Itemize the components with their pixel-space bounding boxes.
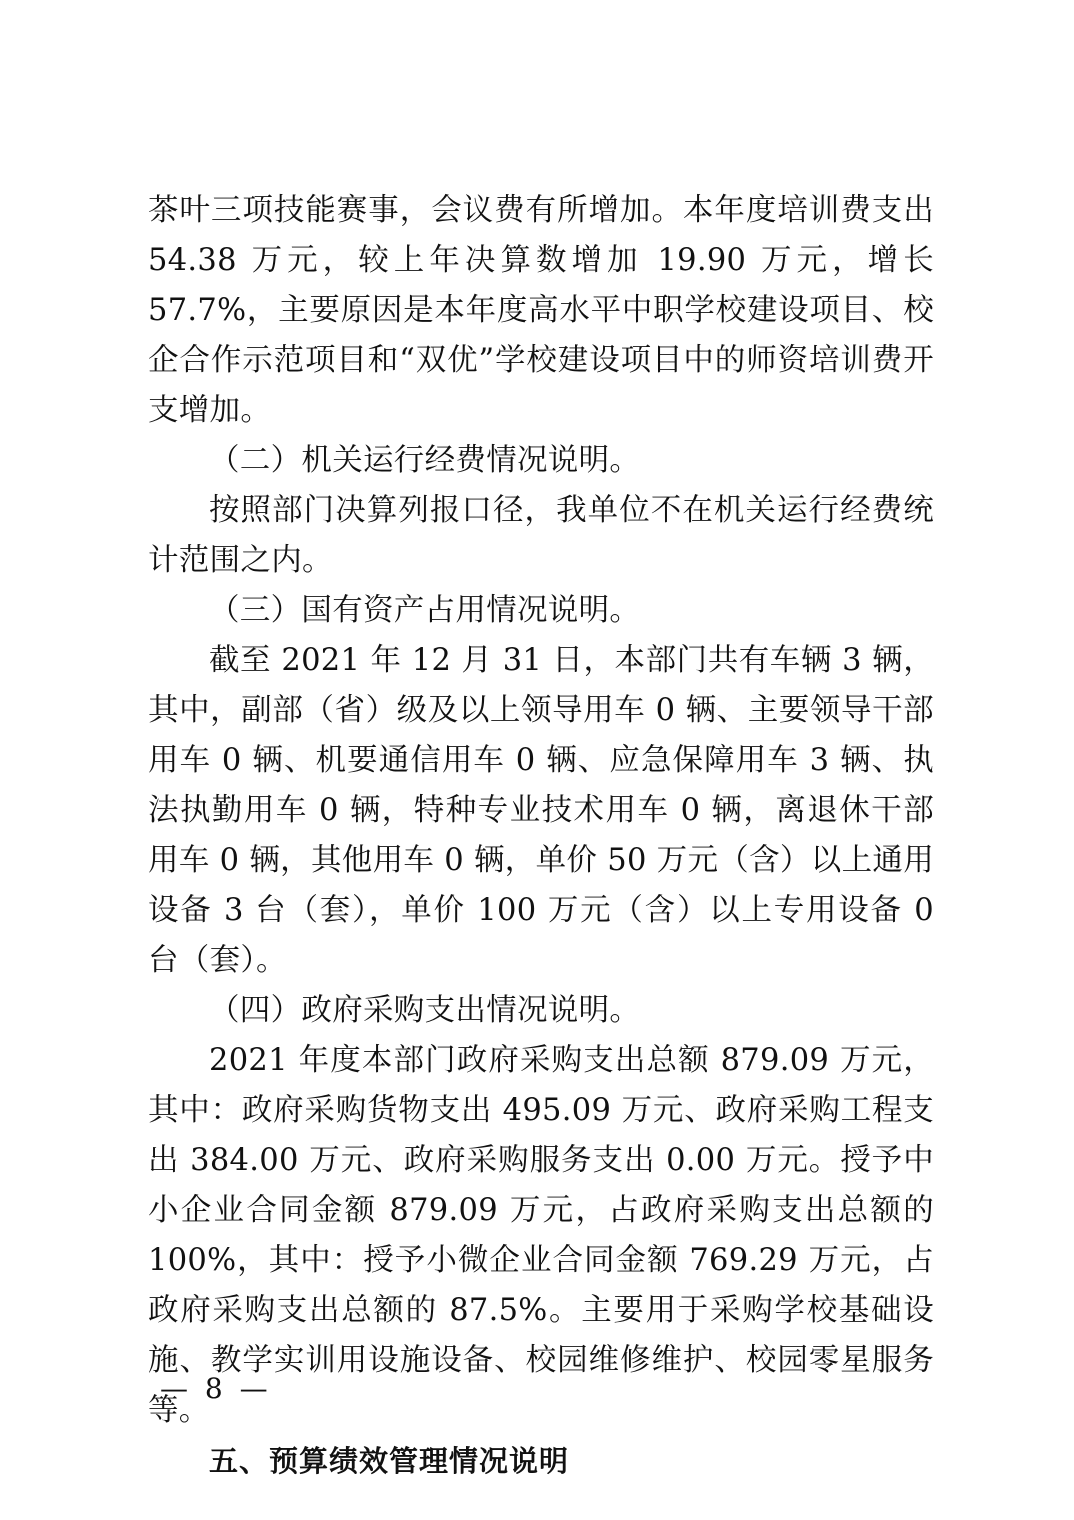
paragraph-training-fee: 茶叶三项技能赛事，会议费有所增加。本年度培训费支出 54.38 万元，较上年决算数增加 19.90 万元，增长 57.7%，主要原因是本年度高水平中职学校建设项目、校企合作示范项目和“双优”学校建设项目中的师资培训费开支增加。 [148,193,934,428]
heading-section-5: 五、预算绩效管理情况说明 [209,1444,570,1478]
heading-section-2: （二）机关运行经费情况说明。 [209,443,641,478]
paragraph-section-4-body: 2021 年度本部门政府采购支出总额 879.09 万元，其中：政府采购货物支出 495.09 万元、政府采购工程支出 384.00 万元、政府采购服务支出 0.00 万元。授予中小企业合同金额 879.09 万元，占政府采购支出总额的 100%，其中：授予小微企业合同金额 769.29 万元，占政府采购支出总额的 87.5%。主要用于采购学校基础设施、教学实训用设施设备、校园维修维护、校园零星服务等。 [148,1043,934,1428]
paragraph-section-3-body: 截至 2021 年 12 月 31 日，本部门共有车辆 3 辆，其中，副部（省）级及以上领导用车 0 辆、主要领导干部用车 0 辆、机要通信用车 0 辆、应急保障用车 3 辆、执法执勤用车 0 辆，特种专业技术用车 0 辆，离退休干部用车 0 辆，其他用车 0 辆，单价 50 万元（含）以上通用设备 3 台（套），单价 100 万元（含）以上专用设备 0 台（套）。 [148,643,934,978]
heading-section-3: （三）国有资产占用情况说明。 [209,593,641,628]
page-number: — 8 — [160,1372,272,1405]
heading-section-4: （四）政府采购支出情况说明。 [209,993,641,1028]
paragraph-section-2-body: 按照部门决算列报口径，我单位不在机关运行经费统计范围之内。 [148,493,934,578]
document-body [148,186,934,1486]
